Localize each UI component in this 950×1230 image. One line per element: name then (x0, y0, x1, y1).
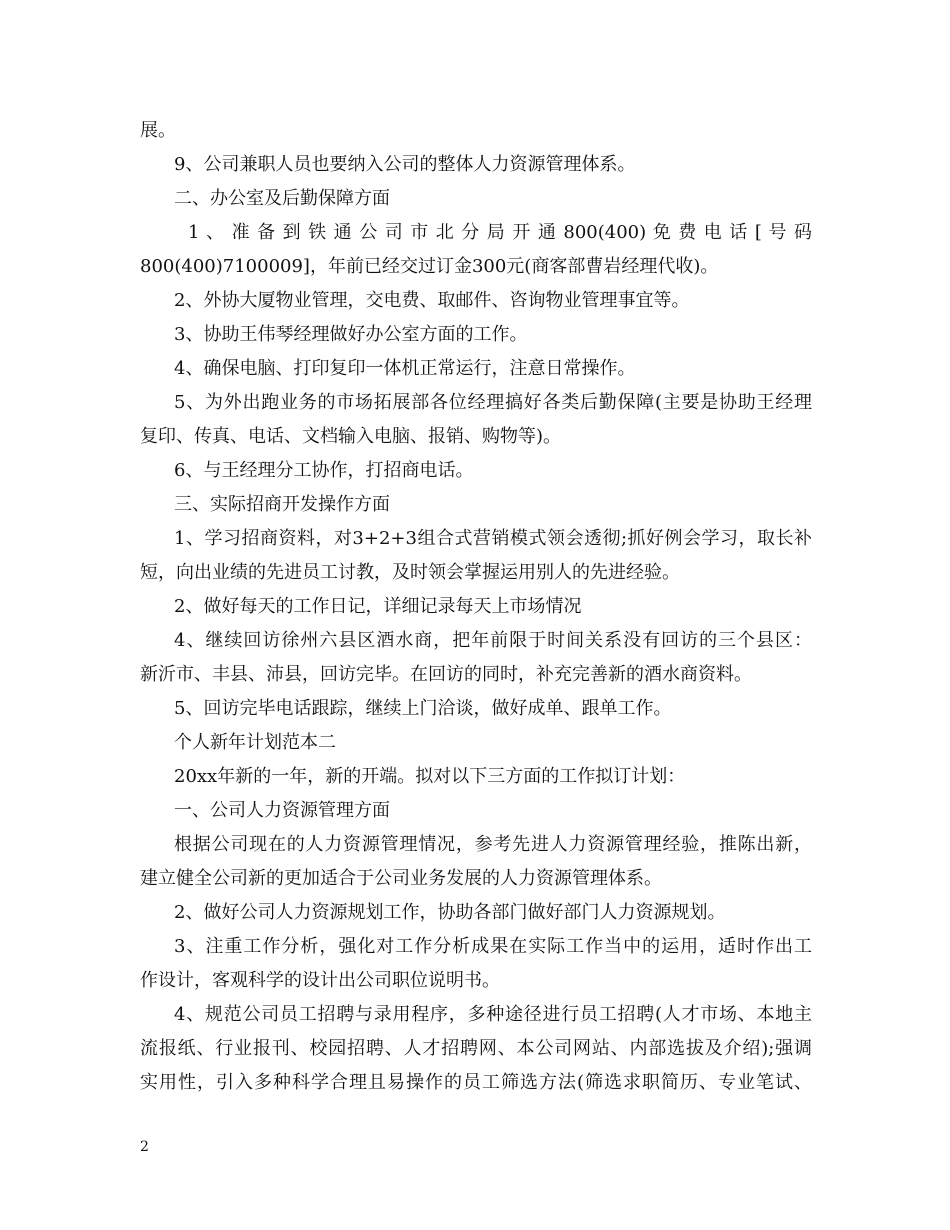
text-line: 2、外协大厦物业管理，交电费、取邮件、咨询物业管理事宜等。 (174, 290, 690, 311)
text-line: 新沂市、丰县、沛县，回访完毕。在回访的同时，补充完善新的酒水商资料。 (140, 664, 752, 685)
text-line: 2、做好公司人力资源规划工作，协助各部门做好部门人力资源规划。 (174, 902, 726, 923)
text-line: 20xx年新的一年，新的开端。拟对以下三方面的工作拟订计划： (174, 766, 686, 787)
section-heading: 三、实际招商开发操作方面 (174, 494, 390, 515)
text-line: 1 、 准 备 到 铁 通 公 司 市 北 分 局 开 通 800(400) 免 费 电 话 [ 号 码 (188, 222, 812, 243)
text-line: 根据公司现在的人力资源管理情况，参考先进人力资源管理经验，推陈出新， (174, 834, 812, 855)
page-number: 2 (140, 1139, 149, 1155)
text-line: 复印、传真、电话、文档输入电脑、报销、购物等)。 (140, 426, 562, 447)
text-line: 6、与王经理分工协作，打招商电话。 (174, 460, 474, 481)
section-heading: 个人新年计划范本二 (174, 732, 336, 753)
text-line: 3、注重工作分析，强化对工作分析成果在实际工作当中的运用，适时作出工 (174, 936, 812, 957)
text-line: 5、回访完毕电话跟踪，继续上门洽谈，做好成单、跟单工作。 (174, 698, 672, 719)
text-line: 5、为外出跑业务的市场拓展部各位经理搞好各类后勤保障(主要是协助王经理 (174, 392, 812, 413)
text-line: 展。 (140, 120, 176, 141)
text-line: 短，向出业绩的先进员工讨教，及时领会掌握运用别人的先进经验。 (140, 562, 680, 583)
section-heading: 一、公司人力资源管理方面 (174, 800, 390, 821)
text-line: 建立健全公司新的更加适合于公司业务发展的人力资源管理体系。 (140, 868, 662, 889)
text-line: 4、继续回访徐州六县区酒水商，把年前限于时间关系没有回访的三个县区： (174, 630, 812, 651)
text-line: 实用性，引入多种科学合理且易操作的员工筛选方法(筛选求职简历、专业笔试、 (140, 1072, 812, 1093)
text-line: 作设计，客观科学的设计出公司职位说明书。 (140, 970, 500, 991)
text-line: 4、确保电脑、打印复印一体机正常运行，注意日常操作。 (174, 358, 636, 379)
text-line: 800(400)7100009]，年前已经交过订金300元(商客部曹岩经理代收)。 (140, 256, 719, 277)
text-line: 4、规范公司员工招聘与录用程序，多种途径进行员工招聘(人才市场、本地主 (174, 1004, 812, 1025)
section-heading: 二、办公室及后勤保障方面 (174, 188, 390, 209)
text-line: 2、做好每天的工作日记，详细记录每天上市场情况 (174, 596, 582, 617)
text-line: 1、学习招商资料，对3+2+3组合式营销模式领会透彻;抓好例会学习，取长补 (174, 528, 812, 549)
text-line: 流报纸、行业报刊、校园招聘、人才招聘网、本公司网站、内部选拔及介绍);强调 (140, 1038, 812, 1059)
text-line: 9、公司兼职人员也要纳入公司的整体人力资源管理体系。 (174, 154, 636, 175)
text-line: 3、协助王伟琴经理做好办公室方面的工作。 (174, 324, 528, 345)
